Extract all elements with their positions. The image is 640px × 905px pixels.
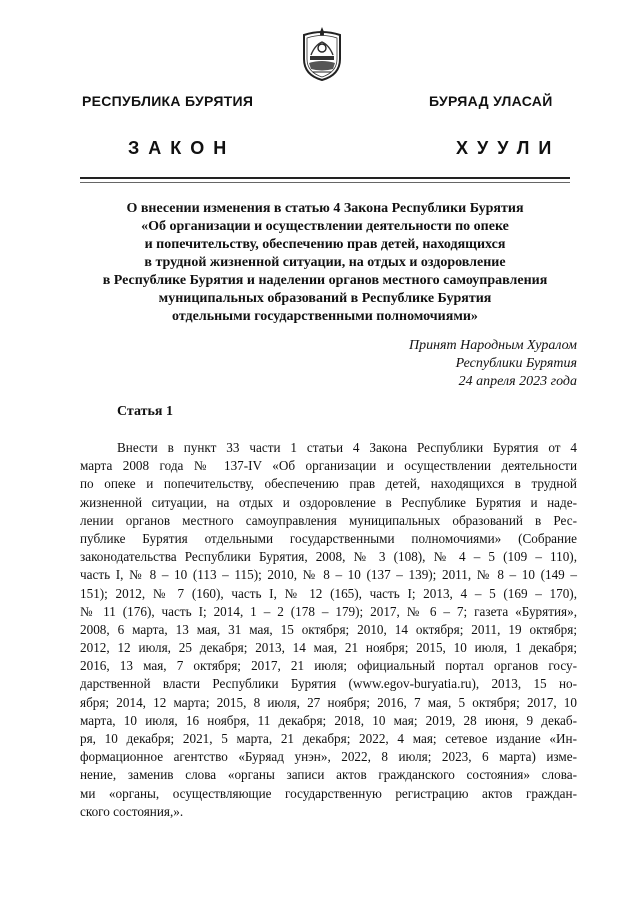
republic-name-buryat: БУРЯАД УЛАСАЙ	[429, 93, 553, 109]
coat-of-arms-of-buryatia-icon	[301, 25, 343, 81]
law-title	[80, 200, 570, 326]
body-line: часть I, № 8 – 10 (113 – 115); 2010, № 8 – 10 (137 – 139); 2011, № 8 – 10 (149 –	[80, 567, 577, 583]
header-divider-thick	[80, 177, 570, 179]
republic-name-russian: РЕСПУБЛИКА БУРЯТИЯ	[82, 93, 254, 109]
title-line: «Об организации и осуществлении деятельности по опеке	[141, 219, 509, 234]
title-line: в Республике Бурятия и наделении органов местного самоуправления	[102, 273, 548, 288]
body-line: публике Бурятия отдельными государственными полномочиями» (Собрание	[80, 530, 577, 546]
body-line: 2012, 12 июля, 25 декабря; 2013, 14 мая, 21 ноября; 2015, 10 июля, 1 декабря;	[80, 640, 577, 656]
article-heading: Статья 1	[117, 404, 173, 419]
title-line: и попечительству, обеспечению прав детей, находящихся	[144, 237, 506, 252]
law-label-buryat: ХУУЛИ	[456, 138, 561, 158]
body-line: ября; 2014, 12 марта; 2015, 8 июля, 27 ноября; 2016, 7 мая, 5 октября; 2017, 10	[80, 694, 577, 710]
body-line: Внести в пункт 33 части 1 статьи 4 Закона Республики Бурятия от 4	[117, 440, 577, 455]
adoption-line: Республики Бурятия	[455, 356, 577, 371]
body-line: № 11 (176), часть I; 2014, 1 – 2 (178 – 179); 2017, № 6 – 7; газета «Бурятия»,	[80, 603, 577, 619]
body-line: лении органов местного самоуправления муниципальных образований в Рес-	[80, 512, 577, 528]
body-line: формационное агентство «Буряад унэн», 2022, 8 июля; 2023, 6 марта) изме-	[80, 749, 577, 765]
body-line: по опеке и попечительству, обеспечению прав детей, находящихся в трудной	[80, 476, 577, 492]
title-line: муниципальных образований в Республике Бурятия	[158, 291, 492, 306]
body-line: нение, заменив слова «органы записи актов гражданского состояния» слова-	[80, 767, 577, 783]
title-line: в трудной жизненной ситуации, на отдых и оздоровление	[144, 255, 506, 270]
header-divider-thin	[80, 182, 570, 183]
body-line: ми «органы, осуществляющие государственную регистрацию актов граждан-	[80, 785, 577, 801]
article-body	[80, 439, 577, 821]
body-line: законодательства Республики Бурятия, 2008, № 3 (108), № 4 – 5 (109 – 110),	[80, 549, 577, 565]
body-line: 2008, 6 марта, 13 мая, 31 мая, 15 октября; 2010, 14 октября; 2011, 19 октября;	[80, 621, 577, 637]
body-line: 151); 2012, № 7 (160), часть I, № 12 (165), часть I; 2013, 4 – 5 (169 – 170),	[80, 585, 577, 601]
adoption-note	[409, 337, 577, 391]
body-line: дарственной власти Республики Бурятия (www.egov-buryatia.ru), 2013, 15 но-	[80, 676, 577, 692]
body-line: марта, 10 июля, 16 ноября, 11 декабря; 2018, 10 мая; 2019, 28 июня, 9 декаб-	[80, 712, 577, 728]
body-line: ского состояния,».	[80, 803, 184, 819]
adoption-line: Принят Народным Хуралом	[408, 338, 577, 353]
title-line: отдельными государственными полномочиями»	[172, 309, 478, 324]
adoption-date: 24 апреля 2023 года	[458, 374, 577, 389]
body-line: 2016, 13 мая, 7 октября; 2017, 21 июля; официальный портал органов госу-	[80, 658, 577, 674]
body-line: марта 2008 года № 137-IV «Об организации и осуществлении деятельности	[80, 458, 577, 474]
body-line: ря, 10 декабря; 2021, 5 марта, 21 декабря; 2022, 4 мая; сетевое издание «Ин-	[80, 731, 577, 746]
body-line: жизненной ситуации, на отдых и оздоровление в Республике Бурятия и наде-	[80, 494, 577, 510]
title-line: О внесении изменения в статью 4 Закона Республики Бурятия	[126, 201, 524, 216]
law-label-russian: ЗАКОН	[128, 138, 236, 158]
